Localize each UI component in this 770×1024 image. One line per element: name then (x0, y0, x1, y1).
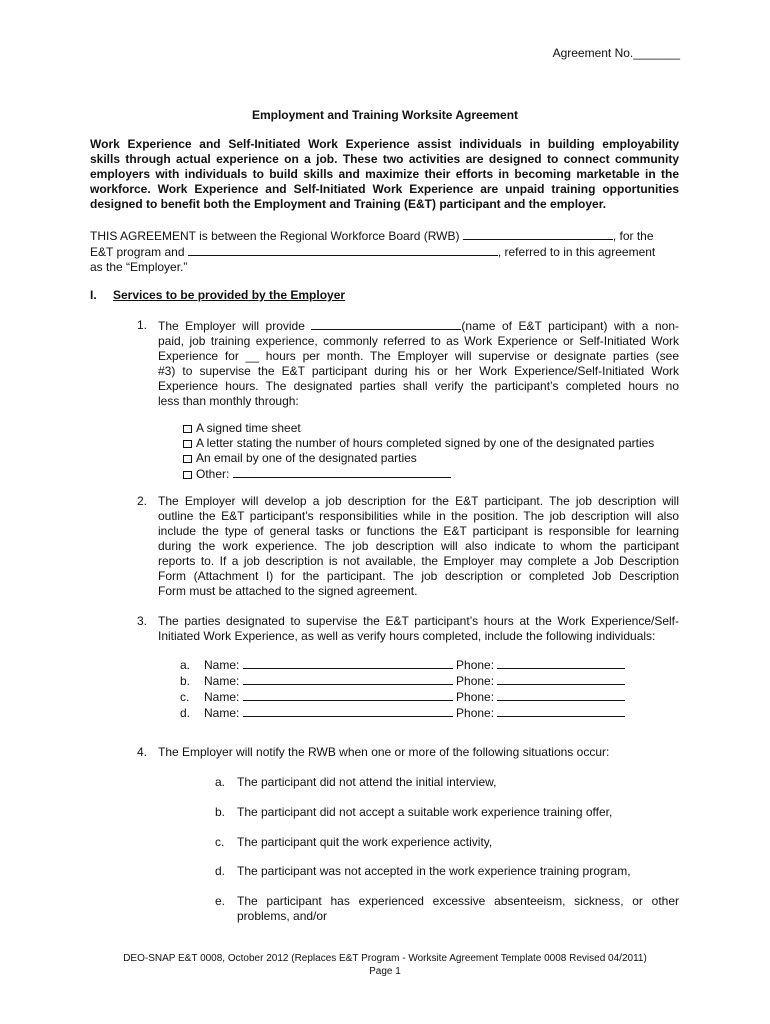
supervisor-row (180, 705, 625, 721)
name-label: Name: (204, 706, 240, 720)
row-letter: d. (180, 706, 191, 720)
checkbox-label: Other: (196, 467, 230, 481)
checkbox[interactable] (183, 455, 192, 463)
sub-item-text (237, 894, 679, 924)
item-3-text (158, 614, 679, 644)
phone-label: Phone: (456, 690, 495, 704)
item-2-line: reports to. If a job description is not available, the Employer may complete a Job Description (158, 554, 679, 568)
intro-line: Work Experience and Self-Initiated Work Experience assist individuals in building employability (90, 137, 679, 151)
phone-label: Phone: (456, 658, 495, 672)
item-1-line1-suffix: (name of E&T participant) with a non- (461, 319, 679, 333)
item-2-line: The Employer will develop a job description for the E&T participant. The job description will (158, 494, 679, 508)
intro-paragraph (90, 137, 679, 212)
sub-item-line: The participant has experienced excessive absenteeism, sickness, or other (237, 894, 679, 908)
phone-label: Phone: (456, 674, 495, 688)
name-label: Name: (204, 658, 240, 672)
page-number: Page 1 (369, 966, 401, 977)
item-2-line: during the work experience. The job description will also indicate to whom the participant (158, 539, 679, 553)
intro-line: designed to benefit both the Employment and Training (E&T) participant and the employer. (90, 197, 607, 211)
item-2-line: outline the E&T participant’s responsibilities while in the position. The job description will also (158, 509, 679, 523)
document-title: Employment and Training Worksite Agreement (251, 108, 519, 122)
checkbox[interactable] (183, 425, 192, 433)
item-1-line: Experience hours. The designated parties shall verify the participant’s completed hours no (158, 379, 679, 393)
item-1-line: paid, job training experience, commonly referred to as Work Experience or Self-Initiated Work (158, 334, 679, 348)
sub-letter: a. (215, 775, 226, 789)
checkbox-option[interactable] (183, 451, 654, 466)
sub-letter: e. (215, 894, 226, 908)
checkbox-option[interactable] (183, 466, 654, 482)
supervisor-row (180, 657, 625, 673)
supervisor-name-field[interactable] (243, 657, 453, 669)
supervisor-phone-field[interactable] (497, 657, 625, 669)
row-letter: c. (180, 690, 190, 704)
name-label: Name: (204, 690, 240, 704)
phone-label: Phone: (456, 706, 495, 720)
checkbox-option[interactable] (183, 421, 654, 436)
agreement-parties (90, 228, 655, 275)
supervisor-name-field[interactable] (243, 705, 453, 717)
item-1-line1-text: The Employer will provide (158, 319, 305, 333)
intro-line: employers with individuals to build skills and maximize their efforts in becoming marketable in the (90, 167, 679, 181)
participant-name-field[interactable] (311, 318, 461, 330)
item-2-line: Form (Attachment I) for the participant. The job description or completed Job Description (158, 569, 679, 583)
sub-item-text: The participant quit the work experience activity, (237, 835, 493, 849)
sub-item-text: The participant was not accepted in the work experience training program, (237, 864, 631, 878)
checkbox[interactable] (183, 440, 192, 448)
item-2-line: Form must be attached to the signed agreement. (158, 584, 418, 598)
supervisor-list (180, 657, 625, 721)
sub-item-text: The participant did not accept a suitable work experience training offer, (237, 805, 613, 819)
agreement-line1-suffix: , for the (612, 229, 654, 243)
supervisor-phone-field[interactable] (497, 705, 625, 717)
item-number: 3. (137, 614, 148, 628)
supervisor-phone-field[interactable] (497, 673, 625, 685)
checkbox-label: An email by one of the designated parties (196, 451, 417, 465)
section-heading: Services to be provided by the Employer (113, 288, 346, 302)
supervisor-row (180, 673, 625, 689)
checkbox-label: A signed time sheet (196, 421, 301, 435)
name-label: Name: (204, 674, 240, 688)
item-1-text (158, 318, 679, 409)
item-1-line: #3) to supervise the E&T participant during his or her Work Experience/Self-Initiated Work (158, 364, 679, 378)
agreement-line2-text: E&T program and (90, 245, 185, 259)
checkbox-option[interactable] (183, 436, 654, 451)
rwb-name-field[interactable] (463, 228, 613, 240)
sub-item-text: The participant did not attend the initial interview, (237, 775, 497, 789)
intro-line: workforce. Work Experience and Self-Initiated Work Experience are unpaid training opportunities (90, 182, 679, 196)
employer-name-field[interactable] (188, 244, 498, 256)
item-2-text (158, 494, 679, 599)
row-letter: b. (180, 674, 191, 688)
item-1-line: less than monthly through: (158, 394, 299, 408)
form-identifier: DEO-SNAP E&T 0008, October 2012 (Replaces E&T Program - Worksite Agreement Template 0008 Revised 04/2011) (123, 953, 647, 964)
item-4-text: The Employer will notify the RWB when one or more of the following situations occur: (158, 745, 610, 759)
supervisor-name-field[interactable] (243, 689, 453, 701)
verification-options (183, 421, 654, 482)
sub-letter: c. (215, 835, 225, 849)
item-3-line: Initiated Work Experience, as well as verify hours completed, include the following individuals: (158, 629, 656, 643)
sub-letter: b. (215, 805, 226, 819)
agreement-line1-text: THIS AGREEMENT is between the Regional Workforce Board (RWB) (90, 229, 460, 243)
item-number: 2. (137, 494, 148, 508)
supervisor-row (180, 689, 625, 705)
item-number: 1. (137, 318, 148, 332)
row-letter: a. (180, 658, 191, 672)
agreement-line3: as the “Employer.” (90, 260, 188, 274)
section-numeral: I. (90, 288, 97, 302)
item-2-line: include the type of general tasks or functions the E&T participant is responsible for learning (158, 524, 679, 538)
checkbox[interactable] (183, 471, 192, 479)
sub-item-line: problems, and/or (237, 909, 328, 923)
item-number: 4. (137, 745, 148, 759)
agreement-line2-suffix: , referred to in this agreement (497, 245, 656, 259)
supervisor-phone-field[interactable] (497, 689, 625, 701)
intro-line: skills through actual experience on a job. These two activities are designed to connect community (90, 152, 679, 166)
item-1-line: Experience for __ hours per month. The Employer will supervise or designate parties (see (158, 349, 679, 363)
agreement-number: Agreement No._______ (552, 46, 680, 60)
page-footer (0, 952, 770, 978)
item-3-line: The parties designated to supervise the E&T participant’s hours at the Work Experience/Self- (158, 614, 679, 628)
sub-letter: d. (215, 864, 226, 878)
supervisor-name-field[interactable] (243, 673, 453, 685)
other-method-field[interactable] (233, 466, 451, 478)
checkbox-label: A letter stating the number of hours completed signed by one of the designated parties (196, 436, 655, 450)
